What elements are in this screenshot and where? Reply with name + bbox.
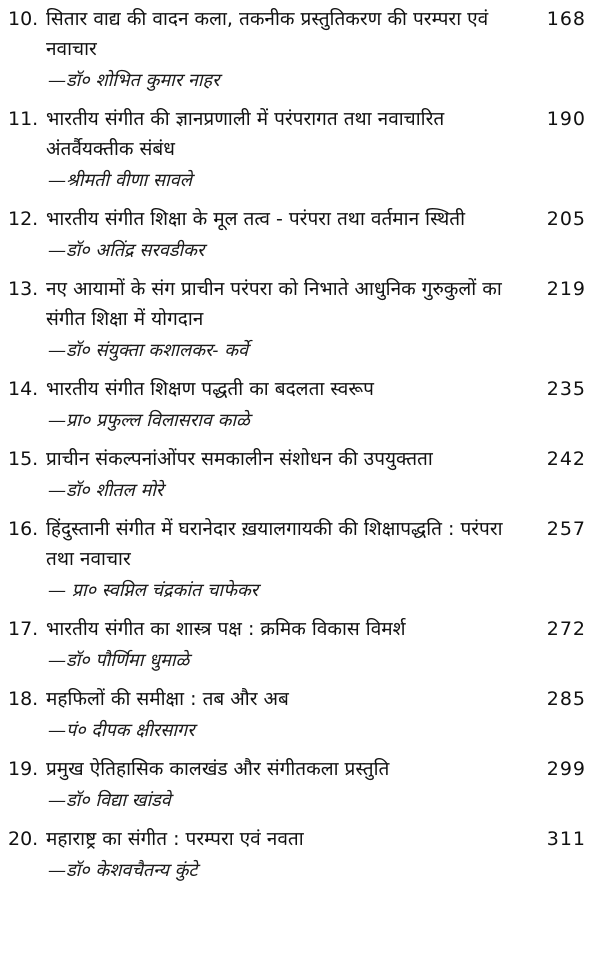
entry-author: —श्रीमती वीणा सावले: [48, 170, 192, 191]
entry-title: महाराष्ट्र का संगीत : परम्परा एवं नवता: [46, 828, 304, 850]
entry-number: 11.: [8, 108, 39, 130]
toc-entry-row: [8, 824, 586, 854]
toc-entry-row: [8, 374, 586, 404]
entry-author: —डॉ० पौर्णिमा धुमाळे: [48, 650, 190, 671]
entry-title: भारतीय संगीत शिक्षण पद्धती का बदलता स्वरूप: [46, 378, 374, 400]
entry-page-number: 242: [546, 448, 586, 470]
toc-entry-row: [8, 614, 586, 644]
entry-page-number: 272: [546, 618, 586, 640]
toc-entry-row: [8, 514, 586, 574]
toc-entry: [8, 274, 586, 366]
entry-page-number: 285: [546, 688, 586, 710]
entry-page-number: 219: [546, 278, 586, 300]
entry-author: —डॉ० संयुक्ता कशालकर- कर्वे: [48, 340, 249, 361]
entry-page-number: 205: [546, 208, 586, 230]
entry-title: नए आयामों के संग प्राचीन परंपरा को निभाते आधुनिक गुरुकुलों का संगीत शिक्षा में योगदान: [46, 278, 502, 330]
entry-author: —प्रा० प्रफुल्ल विलासराव काळे: [48, 410, 250, 431]
entry-number: 19.: [8, 758, 39, 780]
toc-entry: [8, 374, 586, 436]
toc-entry: [8, 614, 586, 676]
entry-author: —डॉ० शोभित कुमार नाहर: [48, 70, 220, 91]
entry-author: —डॉ० विद्या खांडवे: [48, 790, 171, 811]
entry-page-number: 168: [546, 8, 586, 30]
toc-entry-row: [8, 754, 586, 784]
entry-page-number: 257: [546, 518, 586, 540]
toc-entry-row: [8, 4, 586, 64]
toc-entry: [8, 824, 586, 886]
entry-number: 16.: [8, 518, 39, 540]
entry-number: 12.: [8, 208, 39, 230]
toc-entry-row: [8, 204, 586, 234]
entry-number: 15.: [8, 448, 39, 470]
entry-page-number: 299: [546, 758, 586, 780]
entry-number: 10.: [8, 8, 39, 30]
entry-page-number: 190: [546, 108, 586, 130]
entry-author: —पं० दीपक क्षीरसागर: [48, 720, 195, 741]
entry-author: —डॉ० अतिंद्र सरवडीकर: [48, 240, 205, 261]
entry-title: महफिलों की समीक्षा : तब और अब: [46, 688, 289, 710]
entry-author: —डॉ० शीतल मोरे: [48, 480, 164, 501]
entry-title: हिंदुस्तानी संगीत में घरानेदार ख़यालगायकी की शिक्षापद्धति : परंपरा तथा नवाचार: [46, 518, 503, 570]
entry-number: 20.: [8, 828, 39, 850]
toc-entry: [8, 684, 586, 746]
toc-entry: [8, 514, 586, 606]
entry-number: 14.: [8, 378, 39, 400]
entry-author: —डॉ० केशवचैतन्य कुंटे: [48, 860, 198, 881]
toc-entry: [8, 4, 586, 96]
entry-number: 13.: [8, 278, 39, 300]
entry-number: 18.: [8, 688, 39, 710]
entry-page-number: 235: [546, 378, 586, 400]
toc-entry-row: [8, 104, 586, 164]
entry-title: भारतीय संगीत शिक्षा के मूल तत्व - परंपरा तथा वर्तमान स्थिती: [46, 208, 465, 230]
toc-entry: [8, 754, 586, 816]
entry-author: — प्रा० स्वप्निल चंद्रकांत चाफेकर: [48, 580, 259, 601]
entry-title: प्राचीन संकल्पनांओंपर समकालीन संशोधन की उपयुक्तता: [46, 448, 433, 470]
toc-entry: [8, 444, 586, 506]
entry-number: 17.: [8, 618, 39, 640]
toc-entry-row: [8, 444, 586, 474]
toc-entry-row: [8, 684, 586, 714]
entry-title: भारतीय संगीत की ज्ञानप्रणाली में परंपरागत तथा नवाचारित अंतर्वैयक्तीक संबंध: [46, 108, 445, 160]
toc-entry: [8, 204, 586, 266]
toc-entry-row: [8, 274, 586, 334]
entry-page-number: 311: [546, 828, 586, 850]
entry-title: भारतीय संगीत का शास्त्र पक्ष : क्रमिक विकास विमर्श: [46, 618, 406, 640]
toc-entry: [8, 104, 586, 196]
entry-title: सितार वाद्य की वादन कला, तकनीक प्रस्तुतिकरण की परम्परा एवं नवाचार: [46, 8, 489, 60]
entry-title: प्रमुख ऐतिहासिक कालखंड और संगीतकला प्रस्तुति: [46, 758, 390, 780]
